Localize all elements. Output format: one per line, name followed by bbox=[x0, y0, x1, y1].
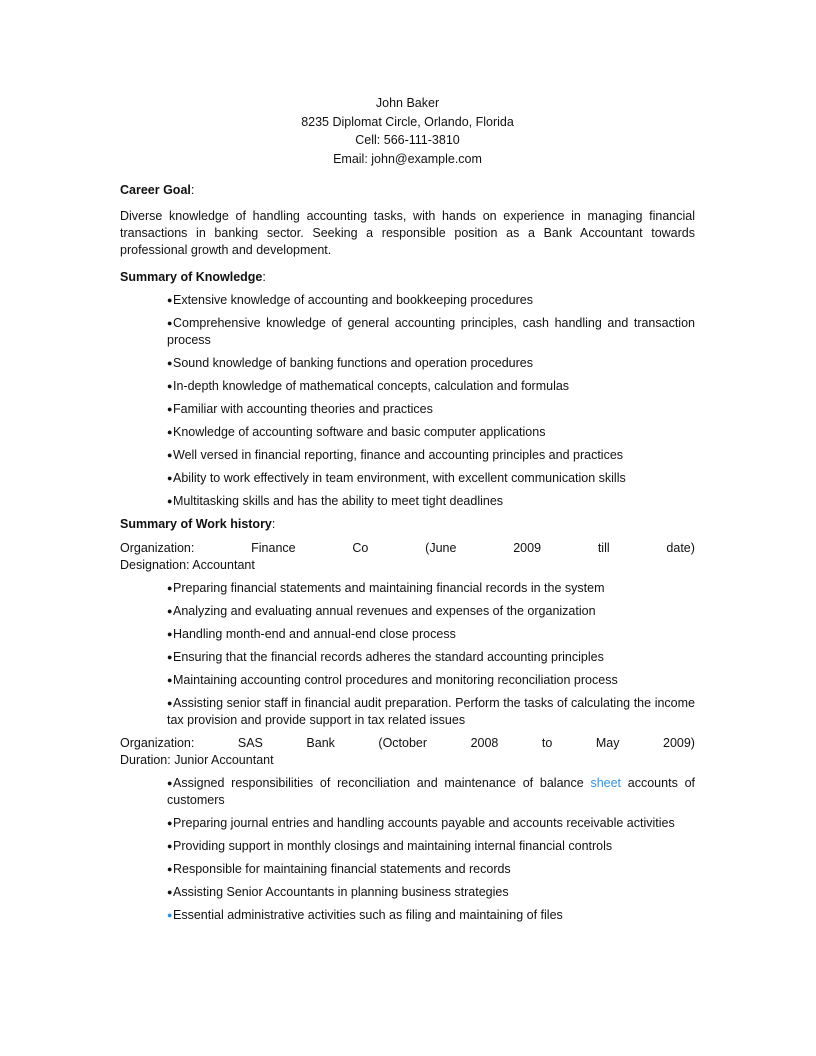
list-item: ●Extensive knowledge of accounting and bookkeeping procedures bbox=[167, 293, 533, 307]
bullet-icon: ● bbox=[167, 778, 173, 788]
work-history-heading: Summary of Work history: bbox=[120, 517, 276, 531]
list-item: ●Providing support in monthly closings and maintaining internal financial controls bbox=[167, 839, 613, 853]
job2-org-line: Organization: SAS Bank (October 2008 to May 2009) bbox=[120, 736, 695, 750]
bullet-icon: ● bbox=[167, 496, 173, 506]
bullet-icon: ● bbox=[167, 381, 173, 391]
job2-duties-list bbox=[120, 775, 695, 924]
resume-page bbox=[120, 94, 695, 924]
list-item: ●Well versed in financial reporting, finance and accounting principles and practices bbox=[167, 448, 624, 462]
bullet-icon: ● bbox=[167, 358, 173, 368]
job1-org-line: Organization: Finance Co (June 2009 till date) bbox=[120, 541, 695, 555]
bullet-icon: ● bbox=[167, 841, 173, 851]
list-item: ●Assigned responsibilities of reconciliation and maintenance of balance sheet accounts of customers bbox=[167, 776, 695, 807]
list-item: ●Multitasking skills and has the ability to meet tight deadlines bbox=[167, 494, 504, 508]
bullet-icon: ● bbox=[167, 818, 173, 828]
bullet-icon: ● bbox=[167, 606, 173, 616]
knowledge-list bbox=[120, 292, 695, 510]
bullet-icon: ● bbox=[167, 473, 173, 483]
list-item: ●Knowledge of accounting software and basic computer applications bbox=[167, 425, 546, 439]
applicant-address: 8235 Diplomat Circle, Orlando, Florida bbox=[301, 114, 514, 129]
list-item: ●Assisting Senior Accountants in planning business strategies bbox=[167, 885, 509, 899]
career-goal-heading: Career Goal: bbox=[120, 183, 195, 197]
bullet-icon: ● bbox=[167, 652, 173, 662]
job1-designation: Designation: Accountant bbox=[120, 558, 255, 572]
job2-org bbox=[120, 735, 695, 769]
bullet-icon: ● bbox=[167, 295, 173, 305]
list-item: ●Ability to work effectively in team environment, with excellent communication skills bbox=[167, 471, 626, 485]
list-item: ●Assisting senior staff in financial audit preparation. Perform the tasks of calculating the income tax provision and provide support in tax related issues bbox=[167, 696, 695, 727]
career-goal-text: Diverse knowledge of handling accounting tasks, with hands on experience in managing financial transactions in banking sector. Seeking a responsible position as a Bank Accountant towards professional growth and development. bbox=[120, 209, 695, 257]
bullet-icon: ● bbox=[167, 318, 173, 328]
list-item: ●Comprehensive knowledge of general accounting principles, cash handling and transaction process bbox=[167, 316, 695, 347]
sheet-link[interactable]: sheet bbox=[590, 776, 622, 790]
list-item: ●Ensuring that the financial records adheres the standard accounting principles bbox=[167, 650, 604, 664]
bullet-icon: ● bbox=[167, 887, 173, 897]
bullet-icon: ● bbox=[167, 675, 173, 685]
bullet-icon: ● bbox=[167, 404, 173, 414]
job1-duties-list bbox=[120, 580, 695, 729]
bullet-icon: ● bbox=[167, 698, 173, 708]
list-item: ●Handling month-end and annual-end close process bbox=[167, 627, 456, 641]
applicant-email: Email: john@example.com bbox=[333, 151, 482, 166]
list-item: ●Responsible for maintaining financial statements and records bbox=[167, 862, 511, 876]
list-item: ●Analyzing and evaluating annual revenues and expenses of the organization bbox=[167, 604, 596, 618]
list-item: ●Sound knowledge of banking functions and operation procedures bbox=[167, 356, 533, 370]
knowledge-heading: Summary of Knowledge: bbox=[120, 270, 266, 284]
bullet-icon: ● bbox=[167, 450, 173, 460]
contact-header bbox=[120, 94, 695, 168]
list-item: ●Preparing financial statements and maintaining financial records in the system bbox=[167, 581, 605, 595]
list-item: ●Preparing journal entries and handling accounts payable and accounts receivable activities bbox=[167, 816, 675, 830]
list-item: ●Essential administrative activities such as filing and maintaining of files bbox=[167, 908, 563, 922]
list-item: ●Familiar with accounting theories and practices bbox=[167, 402, 433, 416]
job2-duration: Duration: Junior Accountant bbox=[120, 753, 274, 767]
list-item: ●Maintaining accounting control procedures and monitoring reconciliation process bbox=[167, 673, 618, 687]
bullet-icon: ● bbox=[167, 910, 173, 920]
bullet-icon: ● bbox=[167, 864, 173, 874]
applicant-name: John Baker bbox=[375, 96, 440, 110]
bullet-icon: ● bbox=[167, 629, 173, 639]
bullet-icon: ● bbox=[167, 583, 173, 593]
bullet-icon: ● bbox=[167, 427, 173, 437]
job1-org bbox=[120, 540, 695, 574]
list-item: ●In-depth knowledge of mathematical concepts, calculation and formulas bbox=[167, 379, 570, 393]
applicant-cell: Cell: 566-111-3810 bbox=[355, 133, 460, 147]
